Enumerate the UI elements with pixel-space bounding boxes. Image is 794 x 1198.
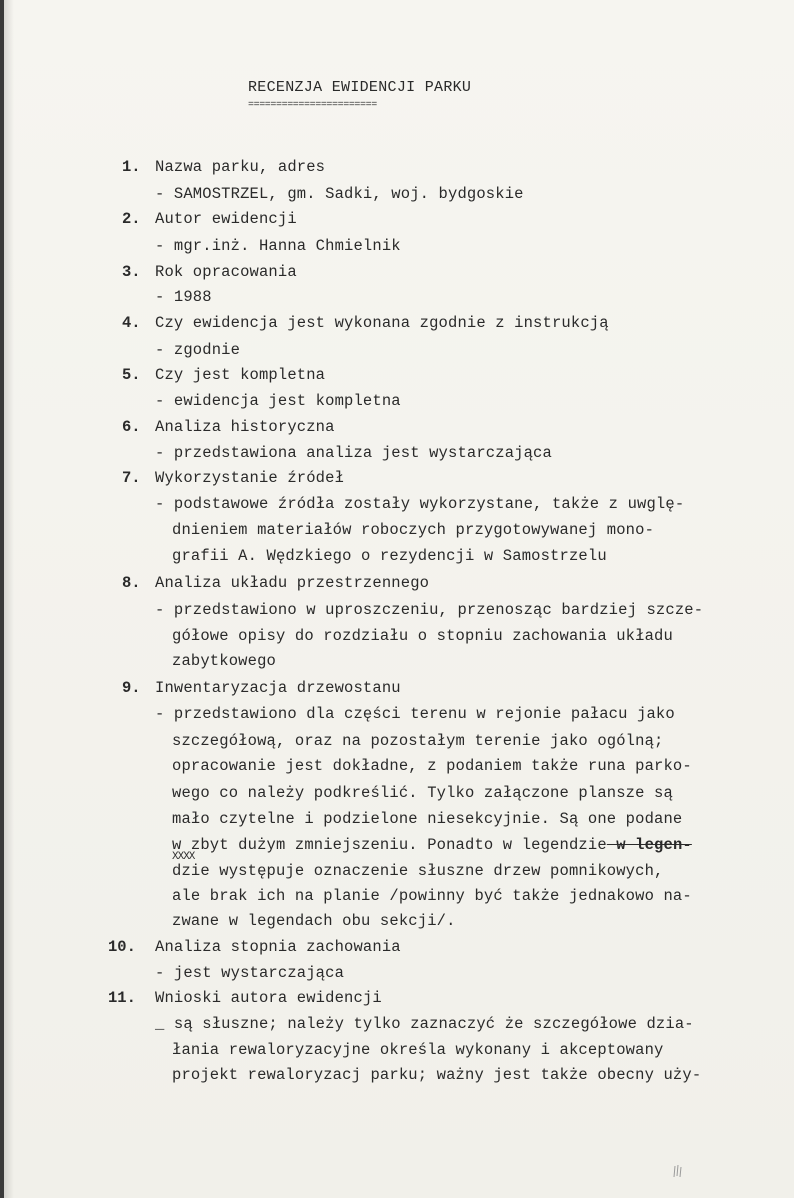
item-number: 11. (108, 989, 136, 1007)
section-text: - przedstawiona analiza jest wystarczająca (155, 444, 552, 462)
item-number: 7. (122, 469, 141, 487)
section-text: w zbyt dużym zmniejszeniu. Ponadto w legendzie w legen- (172, 836, 692, 854)
section-heading: Inwentaryzacja drzewostanu (155, 679, 401, 697)
section-heading: Wykorzystanie źródeł (155, 469, 345, 487)
pencil-mark-icon (672, 1164, 688, 1178)
section-text: mało czytelne i podzielone niesekcyjnie. Są one podane (172, 810, 683, 828)
item-number: 6. (122, 418, 141, 436)
section-heading: Autor ewidencji (155, 210, 297, 228)
title-underline: ======================= (248, 100, 377, 111)
typewriter-overstrike: XXXX (172, 851, 195, 863)
section-text: gółowe opisy do rozdziału o stopniu zachowania układu (172, 627, 673, 645)
item-number: 5. (122, 366, 141, 384)
item-number: 10. (108, 938, 136, 956)
item-number: 3. (122, 263, 141, 281)
item-number: 2. (122, 210, 141, 228)
section-text: ale brak ich na planie /powinny być także jednakowo na- (172, 887, 692, 905)
section-text: - ewidencja jest kompletna (155, 392, 401, 410)
section-heading: Wnioski autora ewidencji (155, 989, 382, 1007)
scan-edge-shadow (4, 0, 14, 1198)
section-text: - jest wystarczająca (155, 964, 345, 982)
section-text: łania rewaloryzacyjne określa wykonany i akceptowany (172, 1041, 664, 1059)
struck-word: w legen- (606, 836, 692, 854)
document-title: RECENZJA EWIDENCJI PARKU (248, 79, 472, 96)
section-text: - podstawowe źródła zostały wykorzystane, także z uwglę- (155, 495, 685, 513)
section-heading: Czy ewidencja jest wykonana zgodnie z instrukcją (155, 314, 609, 332)
item-number: 4. (122, 314, 141, 332)
section-heading: Analiza historyczna (155, 418, 335, 436)
section-heading: Nazwa parku, adres (155, 158, 326, 176)
section-text: - przedstawiono w uproszczeniu, przenosząc bardziej szcze- (155, 601, 704, 619)
section-text: - mgr.inż. Hanna Chmielnik (155, 237, 401, 255)
section-text: opracowanie jest dokładne, z podaniem także runa parko- (172, 757, 692, 775)
section-text: dzie występuje oznaczenie słuszne drzew pomnikowych, (172, 862, 664, 880)
section-text: - 1988 (155, 288, 212, 306)
section-text: zabytkowego (172, 652, 276, 670)
item-number: 8. (122, 574, 141, 592)
section-text: - SAMOSTRZEL, gm. Sadki, woj. bydgoskie (155, 185, 524, 203)
section-heading: Analiza układu przestrzennego (155, 574, 430, 592)
section-text: grafii A. Wędzkiego o rezydencji w Samostrzelu (172, 547, 607, 565)
section-text: wego co należy podkreślić. Tylko załączone plansze są (172, 784, 673, 802)
section-heading: Czy jest kompletna (155, 366, 326, 384)
section-heading: Analiza stopnia zachowania (155, 938, 401, 956)
section-text: - przedstawiono dla części terenu w rejonie pałacu jako (155, 705, 675, 723)
section-text: dnieniem materiałów roboczych przygotowywanej mono- (172, 521, 655, 539)
item-number: 9. (122, 679, 141, 697)
section-text: zwane w legendach obu sekcji/. (172, 912, 456, 930)
section-text: - zgodnie (155, 341, 241, 359)
item-number: 1. (122, 158, 141, 176)
section-heading: Rok opracowania (155, 263, 297, 281)
section-text: projekt rewaloryzacj parku; ważny jest także obecny uży- (172, 1066, 702, 1084)
section-text: szczegółową, oraz na pozostałym terenie jako ogólną; (172, 732, 664, 750)
section-text: _ są słuszne; należy tylko zaznaczyć że szczegółowe dzia- (155, 1015, 694, 1033)
